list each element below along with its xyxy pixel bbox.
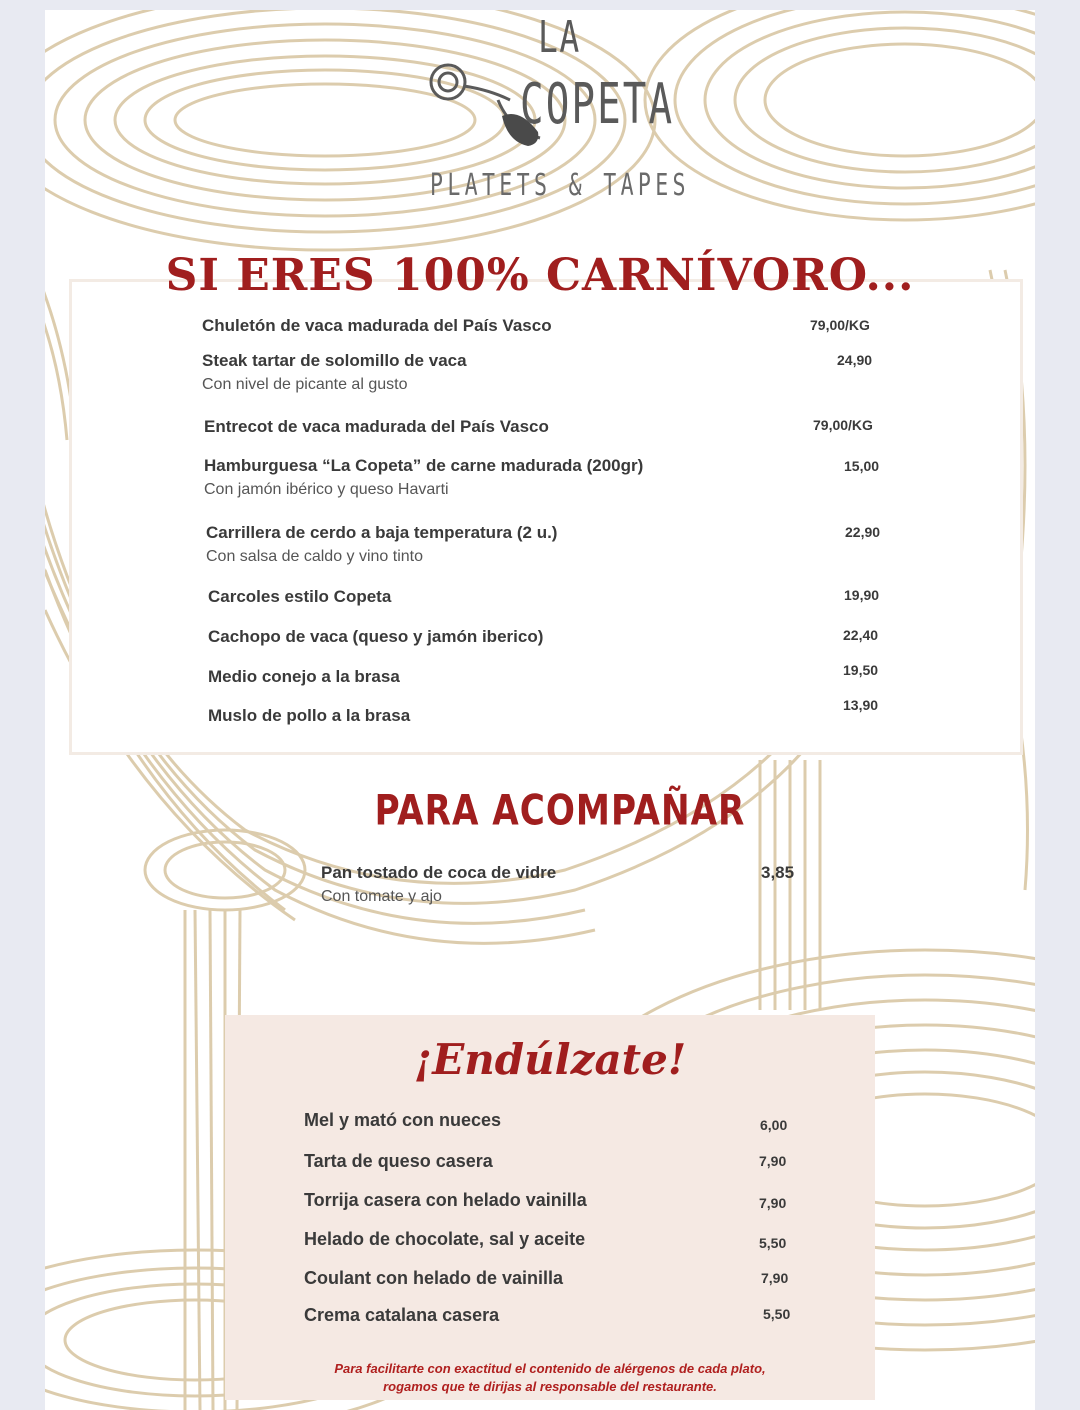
dessert-item-price: 5,50 — [763, 1306, 791, 1322]
acompanar-heading: PARA ACOMPAÑAR — [374, 785, 746, 835]
dessert-item-name: Torrija casera con helado vainilla — [304, 1190, 587, 1210]
menu-item-price: 15,00 — [844, 458, 880, 474]
dessert-heading: ¡Endúlzate! — [413, 1035, 687, 1084]
menu-item-description: Con nivel de picante al gusto — [202, 376, 408, 393]
menu-item-name: Muslo de pollo a la brasa — [208, 706, 411, 725]
allergen-note — [225, 1360, 875, 1396]
dessert-item — [304, 1268, 563, 1289]
restaurant-logo — [420, 10, 690, 210]
menu-item — [208, 587, 391, 607]
dessert-item-price: 6,00 — [760, 1117, 788, 1133]
dessert-item — [304, 1229, 585, 1250]
dessert-item-name: Mel y mató con nueces — [304, 1110, 502, 1130]
menu-item-name: Pan tostado de coca de vidre — [321, 863, 557, 882]
menu-item-price: 79,00/KG — [810, 317, 870, 333]
menu-item — [208, 667, 400, 687]
menu-item-price: 79,00/KG — [813, 417, 873, 433]
allergen-note-line1: Para facilitarte con exactitud el contenido de alérgenos de cada plato, — [334, 1361, 766, 1376]
dessert-item — [304, 1110, 501, 1131]
logo-tagline: PLATETS & TAPES — [430, 168, 690, 203]
menu-item-price: 22,40 — [843, 627, 879, 643]
menu-item-description: Con tomate y ajo — [321, 888, 442, 905]
dessert-item — [304, 1305, 499, 1326]
menu-item-name: Chuletón de vaca madurada del País Vasco — [202, 316, 552, 335]
menu-item-name: Entrecot de vaca madurada del País Vasco — [204, 417, 549, 436]
dessert-item-price: 7,90 — [759, 1153, 787, 1169]
menu-item-name: Steak tartar de solomillo de vaca — [202, 351, 467, 370]
menu-item — [321, 863, 556, 906]
menu-item-price: 22,90 — [845, 524, 881, 540]
dessert-item-name: Crema catalana casera — [304, 1305, 500, 1325]
menu-page — [45, 10, 1035, 1410]
dessert-item — [304, 1190, 587, 1211]
menu-item — [202, 316, 552, 336]
dessert-item — [304, 1151, 493, 1172]
menu-item-name: Carrillera de cerdo a baja temperatura (2 u.) — [206, 523, 558, 542]
menu-item-description: Con jamón ibérico y queso Havarti — [204, 481, 449, 498]
dessert-item-price: 7,90 — [759, 1195, 787, 1211]
menu-item — [206, 523, 557, 566]
menu-item — [204, 456, 643, 499]
logo-text-copeta: COPETA — [520, 72, 675, 137]
menu-item — [204, 417, 549, 437]
menu-item-price: 19,90 — [844, 587, 880, 603]
menu-item — [208, 627, 543, 647]
menu-item-name: Carcoles estilo Copeta — [208, 587, 392, 606]
dessert-item-name: Helado de chocolate, sal y aceite — [304, 1229, 586, 1249]
dessert-item-price: 5,50 — [759, 1235, 787, 1251]
menu-item-price: 13,90 — [843, 697, 879, 713]
logo-text-la: LA — [538, 12, 581, 63]
menu-item-name: Cachopo de vaca (queso y jamón iberico) — [208, 627, 544, 646]
menu-item-price: 3,85 — [761, 863, 795, 882]
menu-item-name: Hamburguesa “La Copeta” de carne madurada (200gr) — [204, 456, 644, 475]
menu-item — [208, 706, 410, 726]
menu-item — [202, 351, 467, 394]
menu-item-price: 19,50 — [843, 662, 879, 678]
dessert-item-name: Tarta de queso casera — [304, 1151, 493, 1171]
dessert-item-name: Coulant con helado de vainilla — [304, 1268, 564, 1288]
menu-item-name: Medio conejo a la brasa — [208, 667, 400, 686]
dessert-item-price: 7,90 — [761, 1270, 789, 1286]
carnivoro-heading: SI ERES 100% CARNÍVORO... — [165, 250, 915, 301]
allergen-note-line2: rogamos que te dirijas al responsable del restaurante. — [383, 1379, 717, 1394]
menu-item-description: Con salsa de caldo y vino tinto — [206, 548, 424, 565]
menu-item-price: 24,90 — [837, 352, 873, 368]
